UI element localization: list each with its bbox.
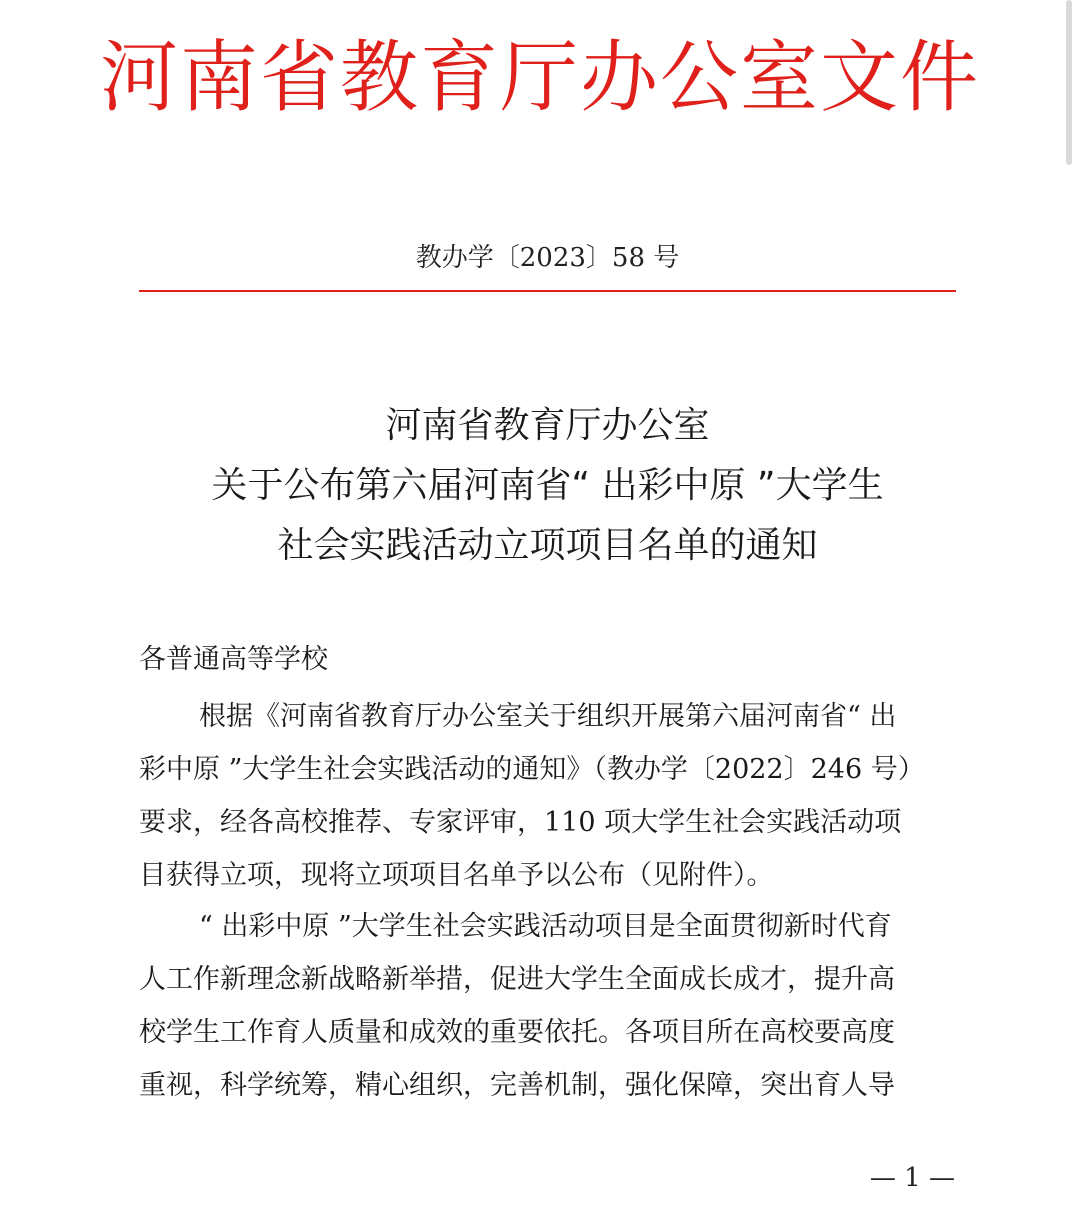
salutation: 各普通高等学校 (139, 644, 328, 675)
red-divider-line (139, 290, 956, 292)
title-line-1: 河南省教育厅办公室 (385, 405, 710, 446)
notice-title (0, 396, 1080, 576)
paragraph-2-line-2: 人工作新理念新战略新举措，促进大学生全面成长成才，提升高 (139, 964, 895, 995)
document-number: 教办学〔2023〕58 号 (415, 243, 680, 273)
paragraph-1 (139, 690, 956, 902)
masthead-title: 河南省教育厅办公室文件 (99, 33, 980, 123)
paragraph-1-line-4: 目获得立项，现将立项项目名单予以公布（见附件）。 (139, 860, 774, 891)
paragraph-1-line-1: 根据《河南省教育厅办公室关于组织开展第六届河南省“ 出 (199, 701, 897, 732)
page-number: — 1 — (869, 1163, 955, 1193)
paragraph-1-line-3: 要求，经各高校推荐、专家评审，110 项大学生社会实践活动项 (139, 807, 902, 838)
paragraph-2 (139, 900, 956, 1112)
title-line-2: 关于公布第六届河南省“ 出彩中原 ”大学生 (211, 465, 884, 506)
paragraph-2-line-1: “ 出彩中原 ”大学生社会实践活动项目是全面贯彻新时代育 (199, 911, 892, 942)
paragraph-1-line-2: 彩中原 ”大学生社会实践活动的通知》（教办学〔2022〕246 号） (139, 754, 925, 785)
title-line-3: 社会实践活动立项项目名单的通知 (277, 525, 818, 566)
paragraph-2-line-3: 校学生工作育人质量和成效的重要依托。各项目所在高校要高度 (139, 1017, 895, 1048)
paragraph-2-line-4: 重视，科学统筹，精心组织，完善机制，强化保障，突出育人导 (139, 1070, 895, 1101)
